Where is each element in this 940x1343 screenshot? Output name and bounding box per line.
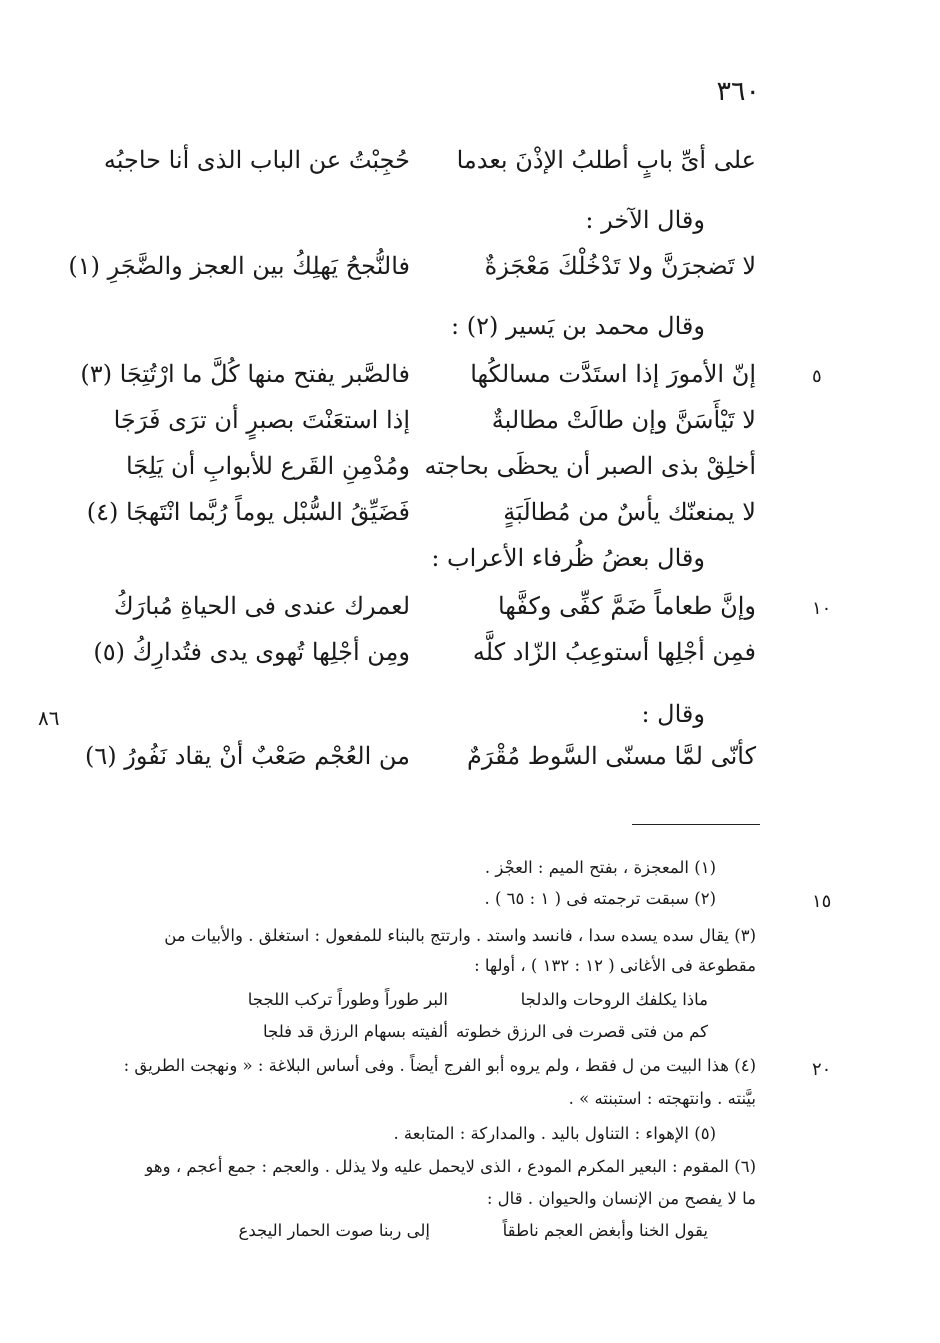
margin-page-reference: ٨٦	[38, 706, 60, 730]
footnote-2: (٢) سبقت ترجمته فى ( ١ : ٦٥ ) .	[484, 889, 716, 908]
verse-4-second-hemistich: إذا استعَنْتَ بصبرٍ أن ترَى فَرَجَا	[113, 406, 410, 434]
footnote-separator	[632, 824, 760, 825]
verse-1-second-hemistich: حُجِبْتُ عن الباب الذى أنا حاجبُه	[103, 146, 410, 174]
footnote-6-verse-first: يقول الخنا وأبغض العجم ناطقاً	[502, 1221, 708, 1240]
verse-intro-3: وقال بعضُ ظُرفاء الأعراب :	[431, 544, 705, 572]
verse-intro-2: وقال محمد بن يَسير (٢) :	[450, 312, 705, 340]
verse-2-second-hemistich: فالنُّجحُ يَهلِكُ بين العجز والضَّجَرِ (١)	[68, 252, 410, 280]
verse-6-first-hemistich: لا يمنعنّك يأسٌ من مُطالَبَةٍ	[503, 498, 756, 526]
footnote-6-line-2: ما لا يفصح من الإنسان والحيوان . قال :	[486, 1189, 756, 1208]
footnote-3-line-2: مقطوعة فى الأغانى ( ١٢ : ١٣٢ ) ، أولها :	[474, 956, 756, 975]
verse-2-first-hemistich: لا تَضجرَنَّ ولا تَدْخُلْكَ مَعْجَزةٌ	[484, 252, 756, 280]
footnote-3-verse-2-first: كم من فتى قصرت فى الرزق خطوته	[456, 1022, 708, 1041]
footnote-4-line-2: بيَّنته . وانتهجته : استبنته » .	[568, 1089, 756, 1108]
footnote-6-verse-second: إلى ربنا صوت الحمار اليجدع	[238, 1221, 430, 1240]
verse-3-first-hemistich: إنّ الأمورَ إذا استَدَّت مسالكُها	[470, 360, 756, 388]
line-number-5: ٥	[812, 366, 822, 387]
footnote-4-line-1: (٤) هذا البيت من ل فقط ، ولم يروه أبو الفرج أيضاً . وفى أساس البلاغة : « ونهجت الطريق :	[123, 1056, 756, 1075]
verse-9-first-hemistich: كأنّى لمَّا مسنّى السَّوط مُقْرَمٌ	[466, 742, 756, 770]
verse-8-second-hemistich: ومِن أجْلِها تُهوى يدى فتُدارِكُ (٥)	[93, 638, 410, 666]
footnote-3-verse-1-first: ماذا يكلفك الروحات والدلجا	[520, 990, 708, 1009]
verse-intro-1: وقال الآخر :	[585, 206, 705, 234]
verse-intro-4: وقال :	[641, 700, 705, 728]
verse-5-first-hemistich: أخلِقْ بذى الصبر أن يحظَى بحاجته	[424, 452, 756, 480]
verse-9-second-hemistich: من العُجْم صَعْبٌ أنْ يقاد نَفُورُ (٦)	[85, 742, 410, 770]
line-number-15: ١٥	[812, 891, 832, 912]
line-number-10: ١٠	[812, 598, 832, 619]
footnote-1: (١) المعجزة ، بفتح الميم : العجْز .	[484, 858, 716, 877]
line-number-20: ٢٠	[812, 1059, 832, 1080]
verse-5-second-hemistich: ومُدْمِنِ القَرع للأبوابِ أن يَلِجَا	[125, 452, 410, 480]
verse-7-first-hemistich: وإنَّ طعاماً ضَمَّ كفِّى وكفَّها	[497, 592, 756, 620]
verse-7-second-hemistich: لعمرك عندى فى الحياةِ مُبارَكُ	[113, 592, 410, 620]
verse-8-first-hemistich: فمِن أجْلِها أستوعِبُ الزّاد كلَّه	[472, 638, 756, 666]
verse-4-first-hemistich: لا تَيْأَسَنَّ وإن طالَتْ مطالبةٌ	[491, 406, 756, 434]
footnote-3-verse-2-second: ألفيته بسهام الرزق قد فلجا	[263, 1022, 448, 1041]
verse-1-first-hemistich: على أىِّ بابٍ أطلبُ الإذْنَ بعدما	[456, 146, 756, 174]
footnote-6-line-1: (٦) المقوم : البعير المكرم المودع ، الذى لايحمل عليه ولا يذلل . والعجم : جمع أعجم ، وهو	[145, 1157, 756, 1176]
footnote-3-verse-1-second: البر طوراً وطوراً تركب اللججا	[247, 990, 448, 1009]
page-number: ٣٦٠	[716, 76, 760, 107]
verse-6-second-hemistich: فَضَيِّقُ السُّبْل يوماً رُبَّما انْتَهجَا (٤)	[86, 498, 410, 526]
verse-3-second-hemistich: فالصَّبر يفتح منها كُلَّ ما ارْتُتِجَا (٣)	[80, 360, 410, 388]
footnote-3-line-1: (٣) يقال سده يسده سدا ، فانسد واستد . وارتتج بالبناء للمفعول : استغلق . والأبيات من	[164, 926, 756, 945]
footnote-5: (٥) الإهواء : التناول باليد . والمداركة : المتابعة .	[393, 1124, 716, 1143]
